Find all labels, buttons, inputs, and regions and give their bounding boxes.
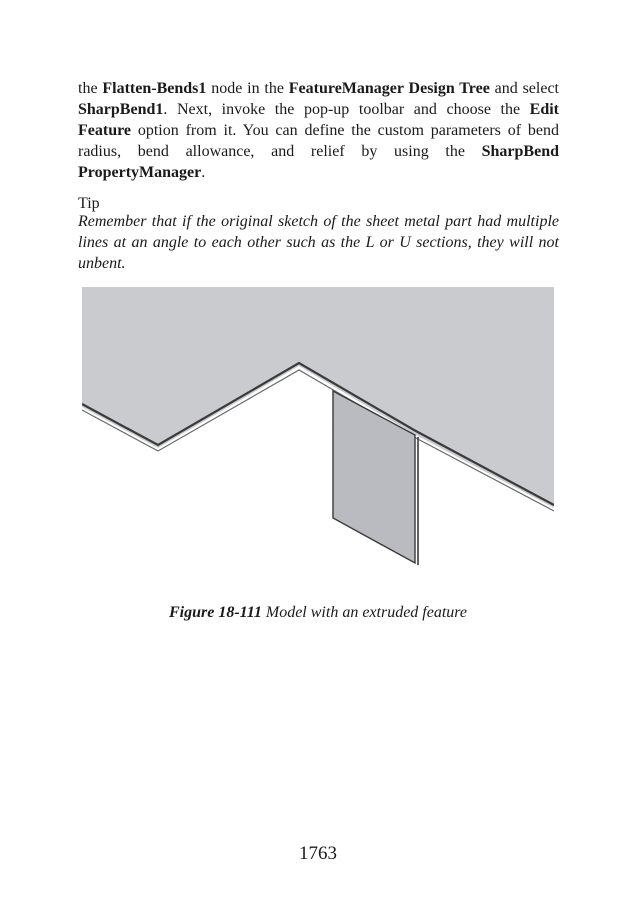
text-run: option from it. You can define the custom parameters of bend radius, bend allowance, and relief by using the <box>78 122 559 160</box>
body-paragraph <box>78 78 559 183</box>
bold-term-flatten-bends: Flatten-Bends1 <box>102 80 207 97</box>
caption-text: Model with an extruded feature <box>261 604 468 621</box>
figure-number: Figure 18-111 <box>168 604 262 621</box>
bold-term-featuremanager: FeatureManager Design Tree <box>288 80 490 97</box>
figure-image <box>82 287 554 565</box>
figure-caption <box>0 604 636 622</box>
tip-label: Tip <box>78 195 100 212</box>
bold-term-sharpbend-propertymanager: SharpBend PropertyManager <box>78 143 559 181</box>
text-run: the <box>78 80 103 97</box>
bold-term-sharpbend: SharpBend1 <box>78 101 164 118</box>
page-number: 1763 <box>299 843 337 864</box>
bold-term-edit-feature: Edit Feature <box>78 101 559 139</box>
tip-text: Remember that if the original sketch of the sheet metal part had multiple lines at an angle to each other such as the L or U sections, they will not unbent. <box>78 213 559 272</box>
text-run: and select <box>489 80 559 97</box>
sheet-face <box>82 287 554 508</box>
text-run: . Next, invoke the pop-up toolbar and choose the <box>163 101 530 118</box>
text-run: node in the <box>206 80 289 97</box>
text-run: . <box>201 164 206 181</box>
